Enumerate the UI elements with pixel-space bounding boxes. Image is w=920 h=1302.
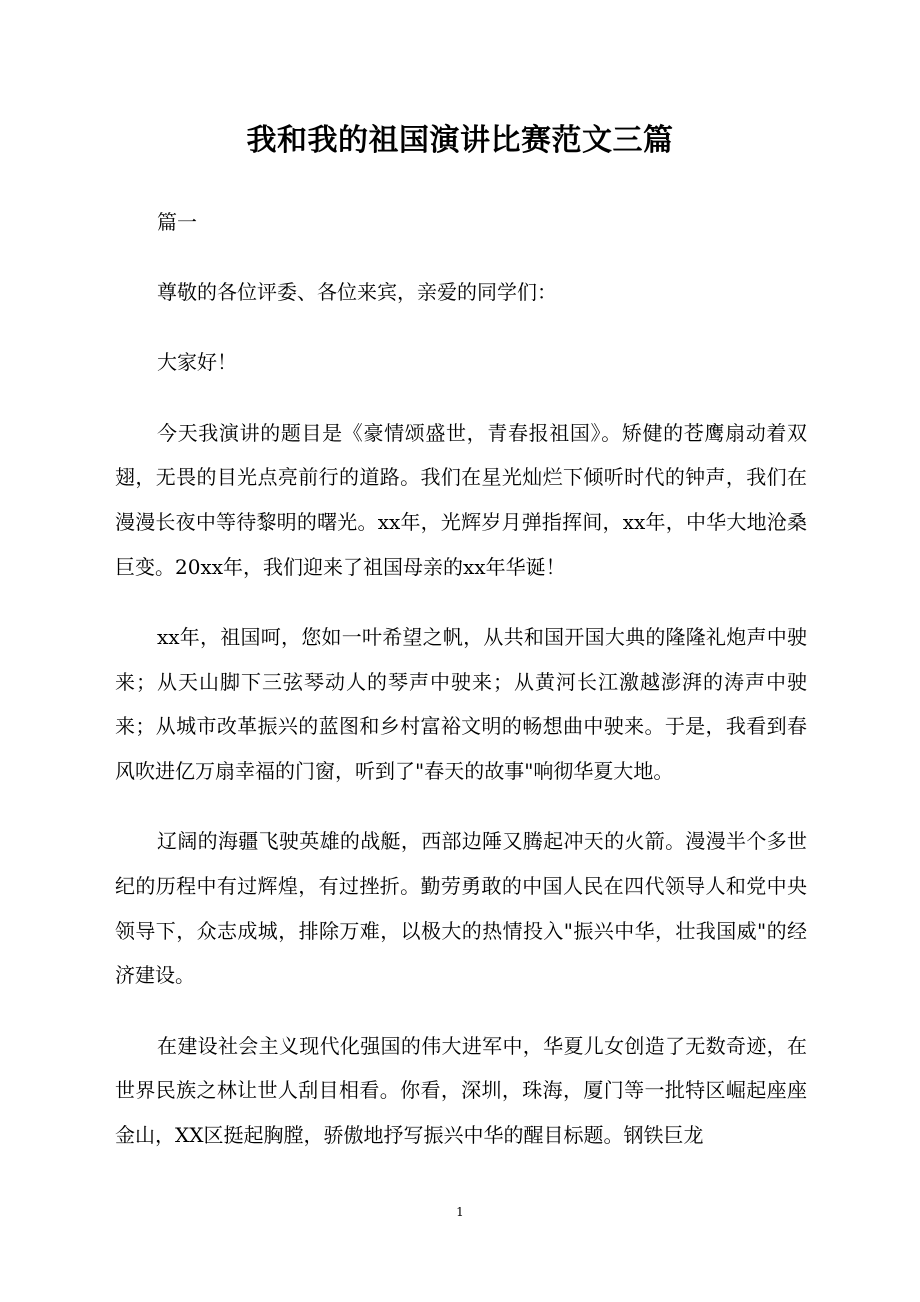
salutation-paragraph: 尊敬的各位评委、各位来宾，亲爱的同学们： bbox=[157, 280, 557, 305]
body-paragraph: 在建设社会主义现代化强国的伟大进军中，华夏儿女创造了无数奇迹，在世界民族之林让世人刮目相看。你看，深圳，珠海，厦门等一批特区崛起座座金山，XX区挺起胸膛，骄傲地抒写振兴中华的醒目标题。钢铁巨龙 bbox=[115, 1033, 807, 1147]
body-paragraph: 辽阔的海疆飞驶英雄的战艇，西部边陲又腾起冲天的火箭。漫漫半个多世纪的历程中有过辉煌，有过挫折。勤劳勇敢的中国人民在四代领导人和党中央领导下，众志成城，排除万难，以极大的热情投入"振兴中华，壮我国威"的经济建设。 bbox=[115, 829, 807, 988]
section-heading: 篇一 bbox=[157, 210, 197, 234]
page-number: 1 bbox=[456, 1205, 464, 1219]
greeting-paragraph: 大家好！ bbox=[157, 350, 237, 375]
body-paragraph: 今天我演讲的题目是《豪情颂盛世，青春报祖国》。矫健的苍鹰扇动着双翅，无畏的目光点亮前行的道路。我们在星光灿烂下倾听时代的钟声，我们在漫漫长夜中等待黎明的曙光。xx年，光辉岁月弹指挥间，xx年，中华大地沧桑巨变。20xx年，我们迎来了祖国母亲的xx年华诞！ bbox=[115, 420, 807, 579]
document-body bbox=[115, 200, 807, 1183]
body-paragraph: xx年，祖国呵，您如一叶希望之帆，从共和国开国大典的隆隆礼炮声中驶来；从天山脚下三弦琴动人的琴声中驶来；从黄河长江激越澎湃的涛声中驶来；从城市改革振兴的蓝图和乡村富裕文明的畅想曲中驶来。于是，我看到春风吹进亿万扇幸福的门窗，听到了"春天的故事"响彻华夏大地。 bbox=[115, 624, 807, 784]
document-title: 我和我的祖国演讲比赛范文三篇 bbox=[246, 123, 674, 158]
